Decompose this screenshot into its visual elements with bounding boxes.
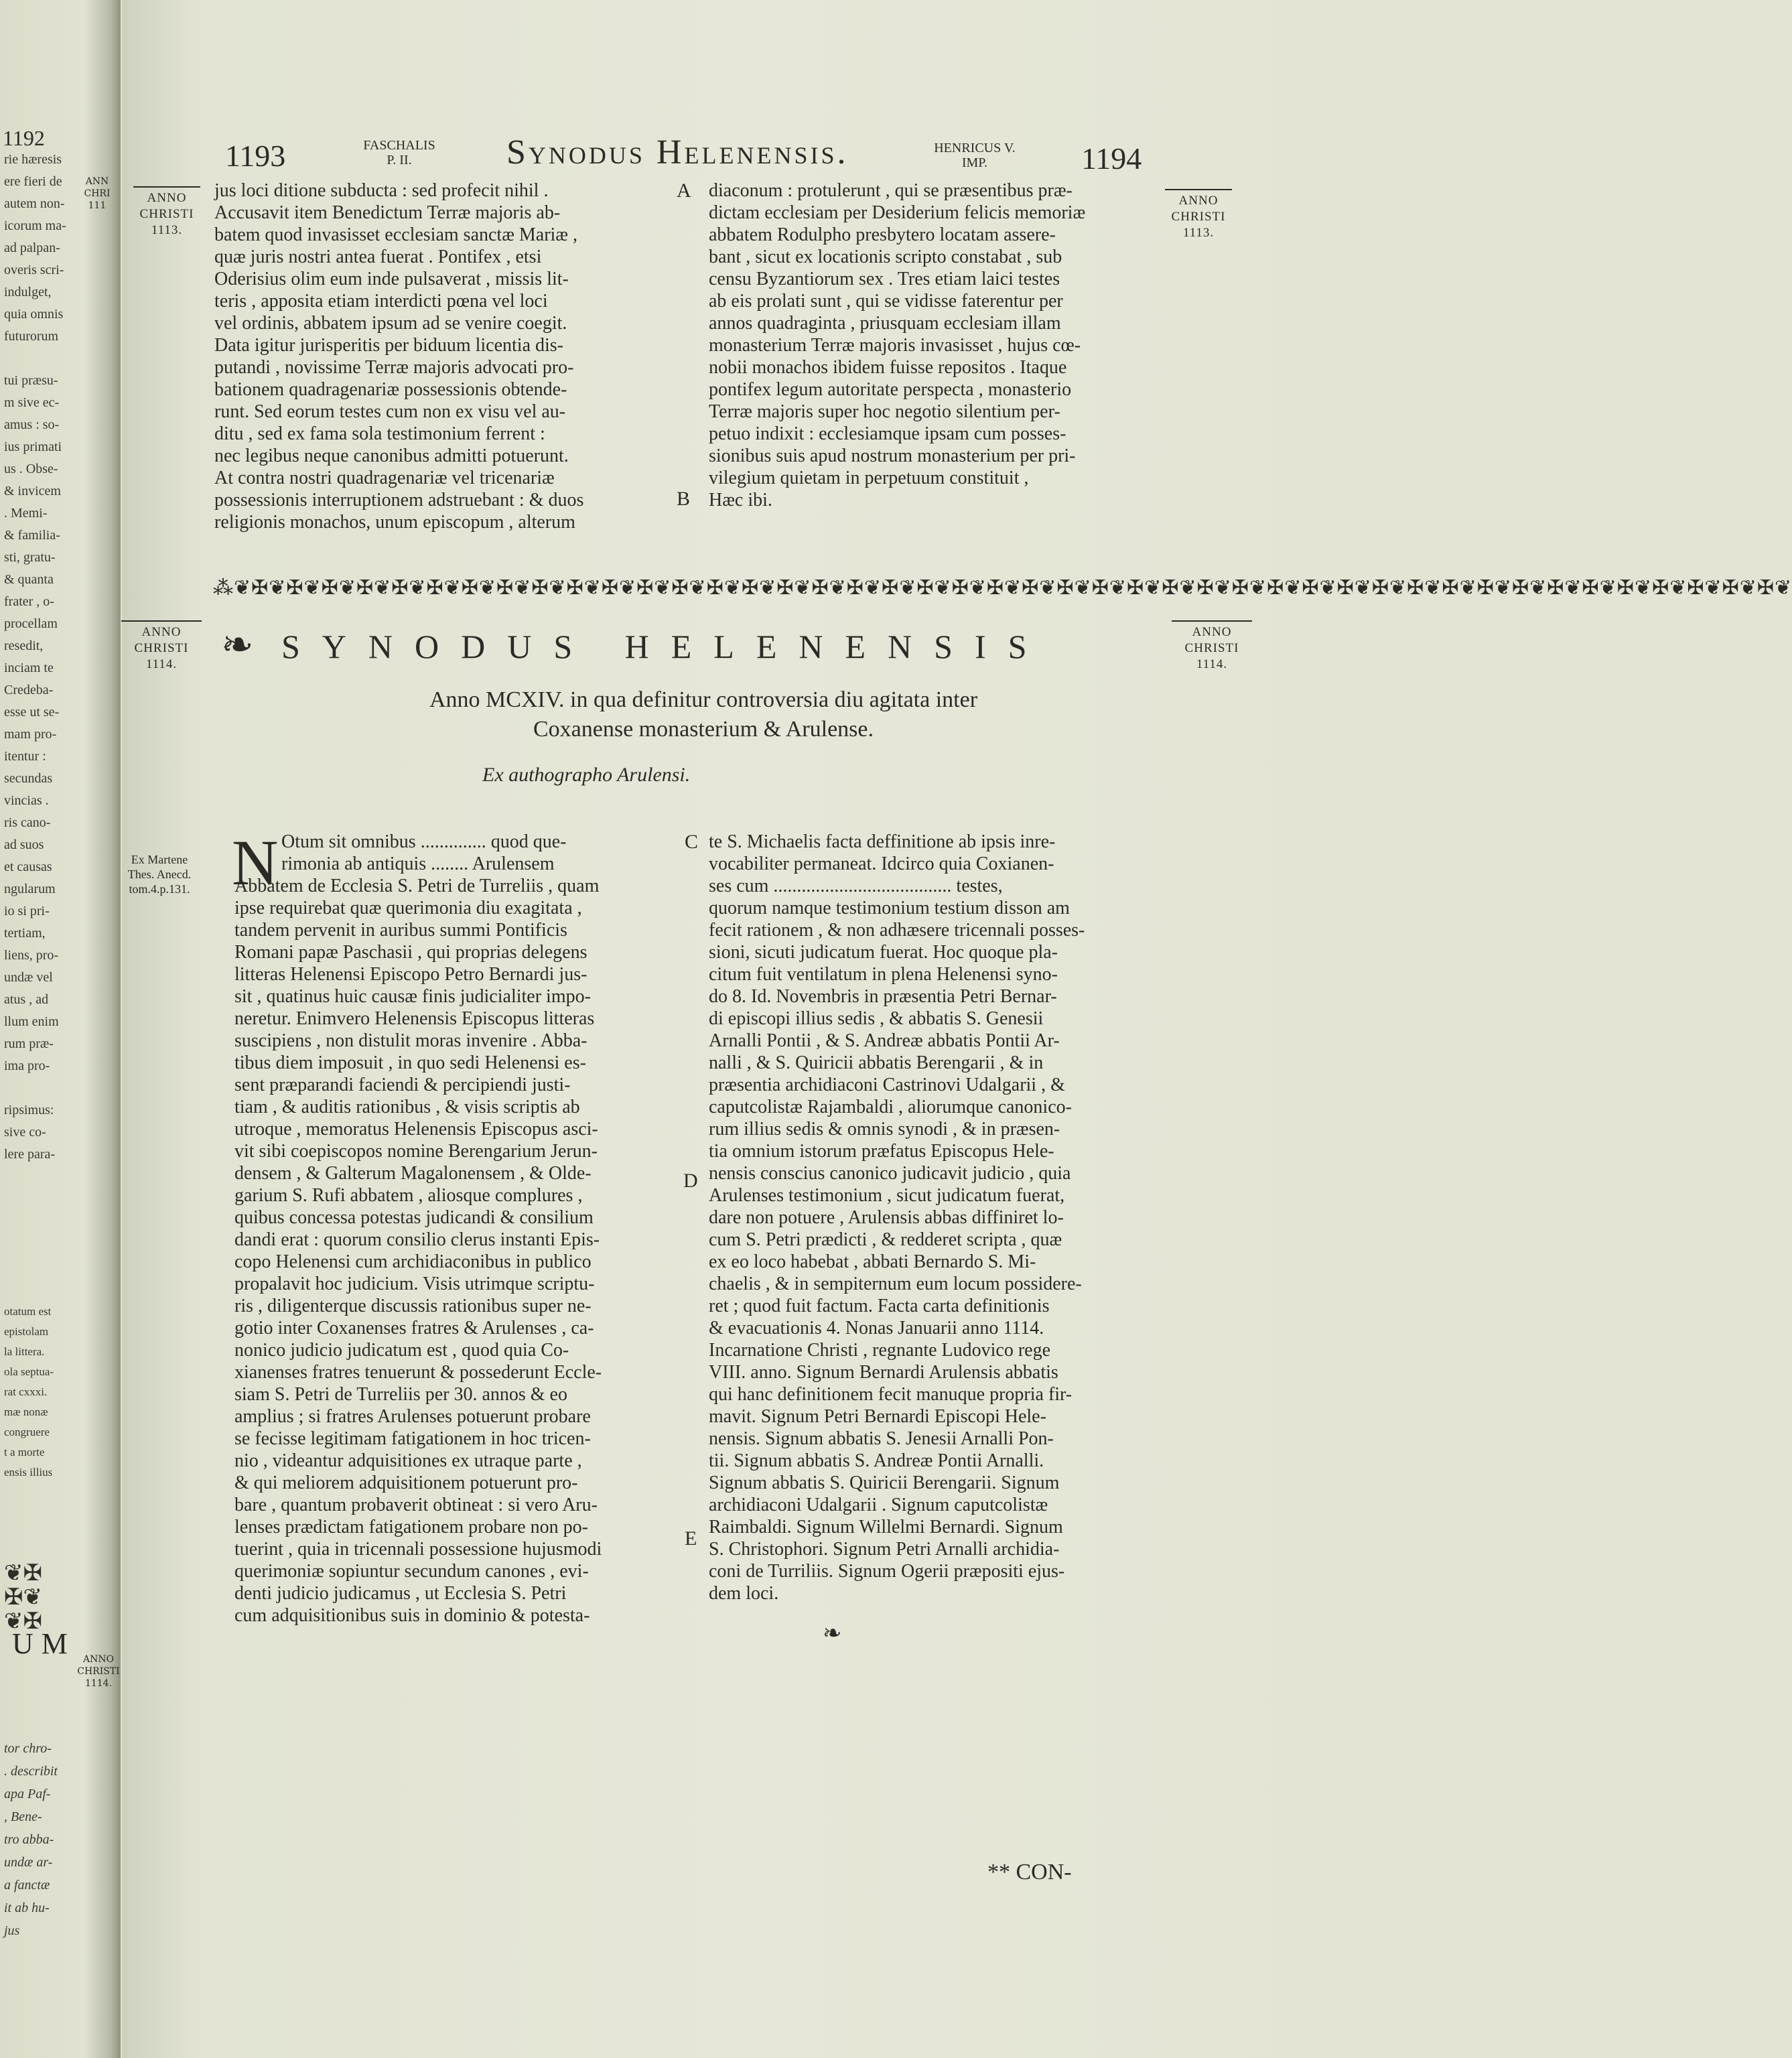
text-line: Raimbaldi. Signum Willelmi Bernardi. Signum bbox=[709, 1517, 1063, 1537]
previous-page-line: ripsimus: bbox=[4, 1103, 54, 1117]
text-line: cum adquisitionibus suis in dominio & potesta- bbox=[234, 1605, 590, 1626]
anno-label-upper-right: ANNO CHRISTI 1113. bbox=[1162, 189, 1235, 241]
text-line: putandi , novissime Terræ majoris advocati pro- bbox=[214, 357, 574, 378]
previous-page-line: mam pro- bbox=[4, 727, 57, 742]
previous-page-line: rum præ- bbox=[4, 1036, 54, 1051]
previous-page-note-line: mæ nonæ bbox=[4, 1405, 48, 1418]
text-line: Data igitur jurisperitis per biduum licentia dis- bbox=[214, 335, 563, 356]
previous-page-line: us . Obse- bbox=[4, 462, 58, 476]
previous-page-italic-line: apa Paf- bbox=[4, 1787, 51, 1801]
previous-page-italic-line: a fanctæ bbox=[4, 1878, 50, 1893]
pope-label: FASCHALIS P. II. bbox=[363, 138, 435, 167]
previous-page-note-line: t a morte bbox=[4, 1446, 45, 1458]
previous-page-line: io si pri- bbox=[4, 904, 50, 918]
text-line: sioni, sicuti judicatum fuerat. Hoc quoque pla- bbox=[709, 942, 1058, 963]
upper-column-right bbox=[709, 180, 1158, 511]
text-line: utroque , memoratus Helenensis Episcopus asci- bbox=[234, 1119, 598, 1140]
text-line: religionis monachos, unum episcopum , alterum bbox=[214, 512, 575, 533]
text-line: Arnalli Pontii , & S. Andreæ abbatis Pontii Ar- bbox=[709, 1030, 1060, 1051]
previous-page-number: 1192 bbox=[3, 126, 45, 150]
text-line: suscipiens , non distulit moras invenire . Abba- bbox=[234, 1030, 588, 1051]
text-line: Oderisius olim eum inde pulsaverat , missis lit- bbox=[214, 269, 569, 289]
margin-letter-b: B bbox=[677, 488, 691, 510]
text-line: censu Byzantiorum sex . Tres etiam laici testes bbox=[709, 269, 1060, 289]
text-line: abbatem Rodulpho presbytero locatam assere- bbox=[709, 224, 1056, 245]
previous-anno-label: ANN CHRI 111 bbox=[84, 176, 111, 211]
text-line: vilegium quietam in perpetuum constituit , bbox=[709, 468, 1029, 488]
text-line: quæ juris nostri antea fuerat . Pontifex , etsi bbox=[214, 247, 542, 267]
anno-label-upper-left: ANNO CHRISTI 1113. bbox=[130, 186, 204, 238]
text-line: vel ordinis, abbatem ipsum ad se venire coegit. bbox=[214, 313, 567, 334]
text-line: runt. Sed eorum testes cum non ex visu vel au- bbox=[214, 401, 566, 422]
previous-page-note-line: rat cxxxi. bbox=[4, 1385, 48, 1398]
text-line: bare , quantum probaverit obtineat : si vero Aru- bbox=[234, 1495, 598, 1515]
text-line: amplius ; si fratres Arulenses potuerunt probare bbox=[234, 1406, 591, 1427]
text-line: tandem pervenit in auribus summi Pontificis bbox=[234, 920, 567, 941]
text-line: nalli , & S. Quiricii abbatis Berengarii , & in bbox=[709, 1052, 1044, 1073]
previous-page-line: . Memi- bbox=[4, 506, 48, 521]
previous-page-line: autem non- bbox=[4, 196, 65, 211]
previous-page-line: lere para- bbox=[4, 1147, 56, 1162]
previous-page-italic-line: it ab hu- bbox=[4, 1901, 50, 1915]
previous-page-line: ere fieri de bbox=[4, 174, 62, 189]
text-line: nensis conscius canonico judicavit judicio , quia bbox=[709, 1163, 1071, 1184]
text-line: propalavit hoc judicium. Visis utrimque scriptu- bbox=[234, 1274, 595, 1294]
text-line: Abbatem de Ecclesia S. Petri de Turreliis , quam bbox=[234, 876, 600, 896]
previous-anno-label-lower: ANNO CHRISTI 1114. bbox=[77, 1654, 120, 1689]
text-line: sionibus suis apud nostrum monasterium per pri- bbox=[709, 445, 1076, 466]
text-line: batem quod invasisset ecclesiam sanctæ Mariæ , bbox=[214, 224, 577, 245]
previous-page-line: esse ut se- bbox=[4, 705, 60, 719]
margin-letter-e: E bbox=[685, 1527, 697, 1550]
previous-page-note-line: epistolam bbox=[4, 1325, 49, 1338]
previous-page-line: & invicem bbox=[4, 484, 61, 498]
upper-column-left bbox=[214, 180, 670, 533]
anno-label-mid-right: ANNO CHRISTI 1114. bbox=[1168, 620, 1255, 673]
text-line: sent præparandi faciendi & percipiendi justi- bbox=[234, 1075, 571, 1095]
text-line: dare non potuere , Arulensis abbas diffiniret lo- bbox=[709, 1207, 1064, 1228]
previous-page-line: resedit, bbox=[4, 638, 44, 653]
previous-page-line: tertiam, bbox=[4, 926, 46, 941]
text-line: nio , videantur adquisitiones ex utraque parte , bbox=[234, 1450, 582, 1471]
previous-page-line: itentur : bbox=[4, 749, 46, 764]
previous-page-line: procellam bbox=[4, 616, 58, 631]
text-line: & evacuationis 4. Nonas Januarii anno 1114. bbox=[709, 1318, 1044, 1339]
text-line: diaconum : protulerunt , qui se præsentibus præ- bbox=[709, 180, 1073, 201]
previous-page-line: undæ vel bbox=[4, 970, 53, 985]
text-line: citum fuit ventilatum in plena Helenensi syno- bbox=[709, 964, 1058, 985]
previous-page-line: et causas bbox=[4, 860, 52, 874]
previous-page-line: overis scri- bbox=[4, 263, 64, 277]
text-line: chaelis , & in sempiternum eum locum possidere- bbox=[709, 1274, 1082, 1294]
text-line: teris , apposita etiam interdicti pœna vel loci bbox=[214, 291, 548, 312]
lower-column-left bbox=[232, 827, 677, 1627]
page-number-right: 1194 bbox=[1081, 141, 1142, 176]
page-number-left: 1193 bbox=[225, 139, 286, 173]
text-line: nobii monachos ibidem fuisse repositos . Itaque bbox=[709, 357, 1067, 378]
previous-page-note-line: ola septua- bbox=[4, 1365, 54, 1378]
text-line: vocabiliter permaneat. Idcirco quia Coxianen- bbox=[709, 853, 1054, 874]
previous-page-line: futurorum bbox=[4, 329, 59, 344]
previous-page-italic-line: , Bene- bbox=[4, 1809, 42, 1824]
previous-page-note-line: otatum est bbox=[4, 1305, 52, 1318]
text-line: nec legibus neque canonibus admitti potuerunt. bbox=[214, 445, 569, 466]
text-line: ex eo loco habebat , abbati Bernardo S. Mi- bbox=[709, 1251, 1036, 1272]
text-line: & qui meliorem adquisitionem potuerunt pro- bbox=[234, 1472, 578, 1493]
previous-page-note-line: congruere bbox=[4, 1426, 50, 1438]
text-line: Hæc ibi. bbox=[709, 490, 772, 510]
ornament-divider: ⁂❦✠❦✠❦✠❦✠❦✠❦✠❦✠❦✠❦✠❦✠❦✠❦✠❦✠❦✠❦✠❦✠❦✠❦✠❦✠❦✠❦✠❦✠❦✠❦✠❦✠❦✠❦✠❦✠❦✠❦✠❦✠❦✠❦✠❦✠❦✠❦✠❦✠❦✠❦✠❦✠❦✠❦✠❦✠❦✠❦ bbox=[213, 576, 1792, 600]
previous-page-line: tui præsu- bbox=[4, 373, 58, 388]
text-line: ret ; quod fuit factum. Facta carta definitionis bbox=[709, 1296, 1050, 1316]
previous-page-line: Credeba- bbox=[4, 683, 54, 697]
text-line: At contra nostri quadragenariæ vel tricenariæ bbox=[214, 468, 555, 488]
previous-page-line: ad palpan- bbox=[4, 241, 60, 255]
text-line: quorum namque testimonium testium disson am bbox=[709, 898, 1070, 918]
text-line: querimoniæ sopiuntur secundum canones , evi- bbox=[234, 1561, 589, 1582]
previous-page-line: rie hæresis bbox=[4, 152, 62, 167]
text-line: ipse requirebat quæ querimonia diu exagitata , bbox=[234, 898, 582, 918]
anno-label-mid-left: ANNO CHRISTI 1114. bbox=[118, 620, 205, 673]
lower-column-right bbox=[709, 831, 1164, 1604]
previous-page-line: amus : so- bbox=[4, 417, 60, 432]
section-subtitle-line-1: Anno MCXIV. in qua definitur controversia diu agitata inter bbox=[429, 687, 978, 712]
text-line: ditu , sed ex fama sola testimonium ferrent : bbox=[214, 423, 545, 444]
text-line: dandi erat : quorum consilio clerus instanti Epis- bbox=[234, 1229, 600, 1250]
text-line: qui hanc definitionem fecit manuque propria fir- bbox=[709, 1384, 1073, 1405]
text-line: tibus diem imposuit , in quo sedi Helenensi es- bbox=[234, 1052, 586, 1073]
previous-page-line: sti, gratu- bbox=[4, 550, 56, 565]
emperor-label: HENRICUS V. IMP. bbox=[934, 141, 1016, 170]
previous-page-italic-line: . describit bbox=[4, 1764, 58, 1779]
drop-capital: N bbox=[232, 827, 279, 898]
running-title: Synodus Helenensis. bbox=[506, 133, 849, 172]
text-line: densem , & Galterum Magalonensem , & Olde- bbox=[234, 1163, 592, 1184]
section-title: SYNODUS HELENENSIS bbox=[281, 628, 1049, 665]
text-line: tuerint , quia in tricennali possessione hujusmodi bbox=[234, 1539, 602, 1560]
text-line: petuo indixit : ecclesiamque ipsam cum posses- bbox=[709, 423, 1066, 444]
previous-page-italic-line: tro abba- bbox=[4, 1832, 54, 1847]
previous-page-line: frater , o- bbox=[4, 594, 54, 609]
text-line: tiam , & auditis rationibus , & visis scriptis ab bbox=[234, 1097, 580, 1117]
previous-page-italic-line: tor chro- bbox=[4, 1741, 52, 1756]
text-line: se fecisse legitimam fatigationem in hoc tricen- bbox=[234, 1428, 591, 1449]
text-line: copo Helenensi cum archidiaconibus in publico bbox=[234, 1251, 592, 1272]
text-line: bationem quadragenariæ possessionis obtende- bbox=[214, 379, 567, 400]
text-line: Romani papæ Paschasii , qui proprias delegens bbox=[234, 942, 588, 963]
text-line: archidiaconi Udalgarii . Signum caputcolistæ bbox=[709, 1495, 1048, 1515]
text-line: xianenses fratres tenuerunt & possederunt Eccle- bbox=[234, 1362, 602, 1383]
previous-ornament: ❦✠ ✠❦ ❦✠ bbox=[4, 1560, 42, 1635]
previous-page-line: inciam te bbox=[4, 661, 54, 675]
text-line: ris , diligenterque discussis rationibus super ne- bbox=[234, 1296, 592, 1316]
text-line: neretur. Enimvero Helenensis Episcopus litteras bbox=[234, 1008, 595, 1029]
margin-letter-a: A bbox=[677, 180, 691, 202]
text-line: caputcolistæ Rajambaldi , aliorumque canonico- bbox=[709, 1097, 1072, 1117]
previous-page-line: & familia- bbox=[4, 528, 60, 543]
text-line: denti judicio judicamus , ut Ecclesia S. Petri bbox=[234, 1583, 567, 1604]
source-note: Ex authographo Arulensi. bbox=[482, 764, 691, 786]
previous-page-line: ius primati bbox=[4, 439, 62, 454]
previous-page-line: ad suos bbox=[4, 837, 44, 852]
previous-page-line: vincias . bbox=[4, 793, 49, 808]
text-line: sit , quatinus huic causæ finis judicialiter impo- bbox=[234, 986, 591, 1007]
text-line: cum S. Petri prædicti , & redderet scripta , quæ bbox=[709, 1229, 1062, 1250]
text-line: dictam ecclesiam per Desiderium felicis memoriæ bbox=[709, 202, 1086, 223]
catchword: ** CON- bbox=[987, 1860, 1072, 1884]
previous-page-line: liens, pro- bbox=[4, 948, 59, 963]
previous-page-note-line: ensis illius bbox=[4, 1466, 53, 1479]
text-line: Otum sit omnibus .............. quod que- bbox=[281, 831, 567, 852]
previous-page-edge bbox=[0, 0, 121, 2058]
text-line: do 8. Id. Novembris in præsentia Petri Bernar- bbox=[709, 986, 1057, 1007]
text-line: pontifex legum autoritate perspecta , monasterio bbox=[709, 379, 1072, 400]
text-line: præsentia archidiaconi Castrinovi Udalgarii , & bbox=[709, 1075, 1065, 1095]
text-line: Terræ majoris super hoc negotio silentium per- bbox=[709, 401, 1060, 422]
previous-page-line: secundas bbox=[4, 771, 53, 786]
margin-letter-d: D bbox=[683, 1170, 698, 1192]
previous-page-note-line: la littera. bbox=[4, 1345, 45, 1358]
text-line: S. Christophori. Signum Petri Arnalli archidia- bbox=[709, 1539, 1060, 1560]
margin-letter-c: C bbox=[685, 831, 699, 853]
text-line: annos quadraginta , priusquam ecclesiam illam bbox=[709, 313, 1061, 334]
previous-page-line: atus , ad bbox=[4, 992, 49, 1007]
text-line: siam S. Petri de Turreliis per 30. annos & eo bbox=[234, 1384, 567, 1405]
text-line: gotio inter Coxanenses fratres & Arulenses , ca- bbox=[234, 1318, 594, 1339]
text-line: bant , sicut ex locationis scripto constabat , sub bbox=[709, 247, 1062, 267]
text-line: possessionis interruptionem adstruebant : & duos bbox=[214, 490, 584, 510]
text-line: Incarnatione Christi , regnante Ludovico rege bbox=[709, 1340, 1051, 1361]
title-fleuron-icon: ❧ bbox=[221, 622, 254, 667]
previous-page-line: m sive ec- bbox=[4, 395, 60, 410]
text-line: Accusavit item Benedictum Terræ majoris ab- bbox=[214, 202, 561, 223]
text-line: Arulenses testimonium , sicut judicatum fuerat, bbox=[709, 1185, 1065, 1206]
previous-page-italic-line: jus bbox=[4, 1923, 20, 1938]
text-line: litteras Helenensi Episcopo Petro Bernardi jus- bbox=[234, 964, 588, 985]
previous-heading-fragment: UM bbox=[12, 1627, 76, 1660]
text-line: dem loci. bbox=[709, 1583, 779, 1604]
text-line: fecit rationem , & non adhæsere tricennali posses- bbox=[709, 920, 1085, 941]
text-line: te S. Michaelis facta deffinitione ab ipsis inre- bbox=[709, 831, 1056, 852]
previous-page-line: ima pro- bbox=[4, 1058, 50, 1073]
margin-reference: Ex Martene Thes. Anecd. tom.4.p.131. bbox=[127, 853, 192, 896]
text-line: ab eis prolati sunt , qui se vidisse faterentur per bbox=[709, 291, 1063, 312]
text-line: ses cum ...................................... testes, bbox=[709, 876, 1003, 896]
text-line: tia omnium istorum præfatus Episcopus Hele- bbox=[709, 1141, 1054, 1162]
text-line: monasterium Terræ majoris invasisset , hujus cœ- bbox=[709, 335, 1081, 356]
previous-page-line: icorum ma- bbox=[4, 218, 66, 233]
previous-page-line: ngularum bbox=[4, 882, 56, 896]
previous-page-line: ris cano- bbox=[4, 815, 51, 830]
previous-page-line: llum enim bbox=[4, 1014, 59, 1029]
text-line: Signum abbatis S. Quiricii Berengarii. Signum bbox=[709, 1472, 1060, 1493]
text-line: rum illius sedis & omnis synodi , & in præsen- bbox=[709, 1119, 1060, 1140]
text-line: quibus concessa potestas judicandi & consilium bbox=[234, 1207, 594, 1228]
previous-page-italic-line: undæ ar- bbox=[4, 1855, 53, 1870]
previous-page-line: indulget, bbox=[4, 285, 52, 299]
text-line: garium S. Rufi abbatem , aliosque complures , bbox=[234, 1185, 583, 1206]
text-line: rimonia ab antiquis ........ Arulensem bbox=[281, 853, 555, 874]
text-line: lenses prædictam fatigationem probare non po- bbox=[234, 1517, 588, 1537]
section-subtitle-line-2: Coxanense monasterium & Arulense. bbox=[533, 717, 874, 742]
text-line: nonico judicio judicatum est , quod quia Co- bbox=[234, 1340, 569, 1361]
end-fleuron-icon: ❧ bbox=[823, 1620, 842, 1647]
text-line: vit sibi coepiscopos nomine Berengarium Jerun- bbox=[234, 1141, 598, 1162]
text-line: nensis. Signum abbatis S. Jenesii Arnalli Pon- bbox=[709, 1428, 1054, 1449]
text-line: mavit. Signum Petri Bernardi Episcopi Hele- bbox=[709, 1406, 1046, 1427]
previous-page-line: & quanta bbox=[4, 572, 54, 587]
text-line: VIII. anno. Signum Bernardi Arulensis abbatis bbox=[709, 1362, 1058, 1383]
text-line: jus loci ditione subducta : sed profecit nihil . bbox=[214, 180, 549, 201]
text-line: di episcopi illius sedis , & abbatis S. Genesii bbox=[709, 1008, 1044, 1029]
text-line: tii. Signum abbatis S. Andreæ Pontii Arnalli. bbox=[709, 1450, 1044, 1471]
text-line: coni de Turriliis. Signum Ogerii præpositi ejus- bbox=[709, 1561, 1065, 1582]
previous-page-line: quia omnis bbox=[4, 307, 64, 322]
previous-page-line: sive co- bbox=[4, 1125, 46, 1140]
